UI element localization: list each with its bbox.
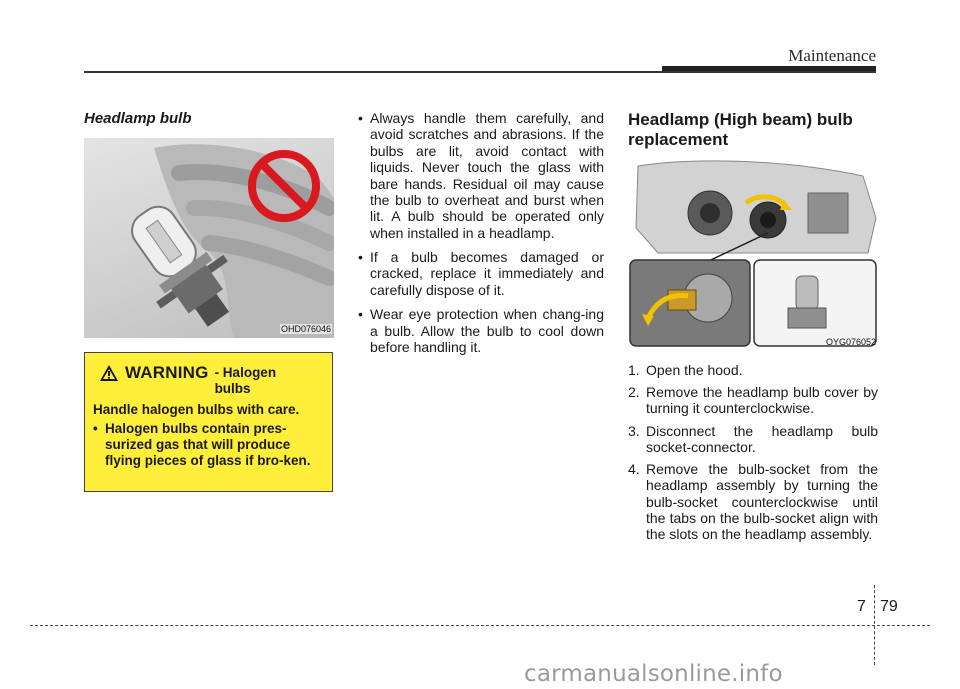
header-rule-accent <box>662 66 876 71</box>
list-item <box>358 110 604 241</box>
bullet-dot: • <box>93 421 98 437</box>
header-rule <box>84 71 876 73</box>
step-number: 3. <box>628 422 640 439</box>
step-number: 1. <box>628 362 640 378</box>
footer-divider <box>874 585 875 665</box>
step-item <box>628 461 878 542</box>
warning-bullet <box>93 421 324 469</box>
list-item-text: Wear eye protection when chang-ing a bulb. Allow the bulb to cool down before handling it. <box>370 306 604 355</box>
headlamp-assembly-diagram <box>628 158 878 353</box>
step-text: Disconnect the headlamp bulb socket-connector. <box>646 422 878 455</box>
step-item <box>628 384 878 416</box>
bullet-dot: • <box>358 249 363 265</box>
section-label: Headlamp bulb <box>84 110 192 127</box>
step-number: 4. <box>628 461 640 478</box>
step-text: Remove the bulb-socket from the headlamp assembly by turning the bulb-socket counterclockwise until the tabs on the bulb-socket align with the slots on the headlamp assembly. <box>646 461 878 543</box>
list-item-text: Always handle them carefully, and avoid scratches and abrasions. If the bulbs are lit, avoid contact with liquids. Never touch the glass with bare hands. Residual oil may cause the bulb to overheat and burst when lit. A bulb should be operated only when installed in a headlamp. <box>370 110 604 241</box>
bullet-dot: • <box>358 306 363 323</box>
step-text: Remove the headlamp bulb cover by turning it counterclockwise. <box>646 384 878 417</box>
running-header: Maintenance <box>788 46 876 65</box>
warning-triangle-icon <box>99 364 119 382</box>
list-item <box>358 306 604 355</box>
warning-subtitle: - Halogen bulbs <box>214 365 277 396</box>
step-item <box>628 362 878 378</box>
section-title: Headlamp (High beam) bulb replacement <box>628 110 853 149</box>
step-text: Open the hood. <box>646 362 743 378</box>
figure-code: OHD076046 <box>280 324 331 334</box>
replacement-steps <box>628 362 878 548</box>
precautions-list <box>358 110 604 363</box>
step-item <box>628 423 878 455</box>
bullet-dot: • <box>358 110 363 126</box>
warning-word: WARNING <box>125 363 209 382</box>
warning-box <box>84 352 333 492</box>
footer-rule <box>30 625 930 626</box>
watermark: carmanualsonline.info <box>524 661 783 687</box>
step-number: 2. <box>628 384 640 401</box>
page-number: 79 <box>880 598 898 615</box>
halogen-bulb-photo <box>84 138 334 338</box>
list-item <box>358 249 604 298</box>
warning-intro: Handle halogen bulbs with care. <box>93 402 300 418</box>
chapter-number: 7 <box>857 598 866 615</box>
list-item-text: If a bulb becomes damaged or cracked, replace it immediately and carefully dispose of it. <box>370 249 604 298</box>
warning-bullet-text: Halogen bulbs contain pres-surized gas that will produce flying pieces of glass if bro-ken. <box>105 421 311 468</box>
figure-code: OYG076052 <box>825 337 876 347</box>
warning-header <box>99 363 324 396</box>
